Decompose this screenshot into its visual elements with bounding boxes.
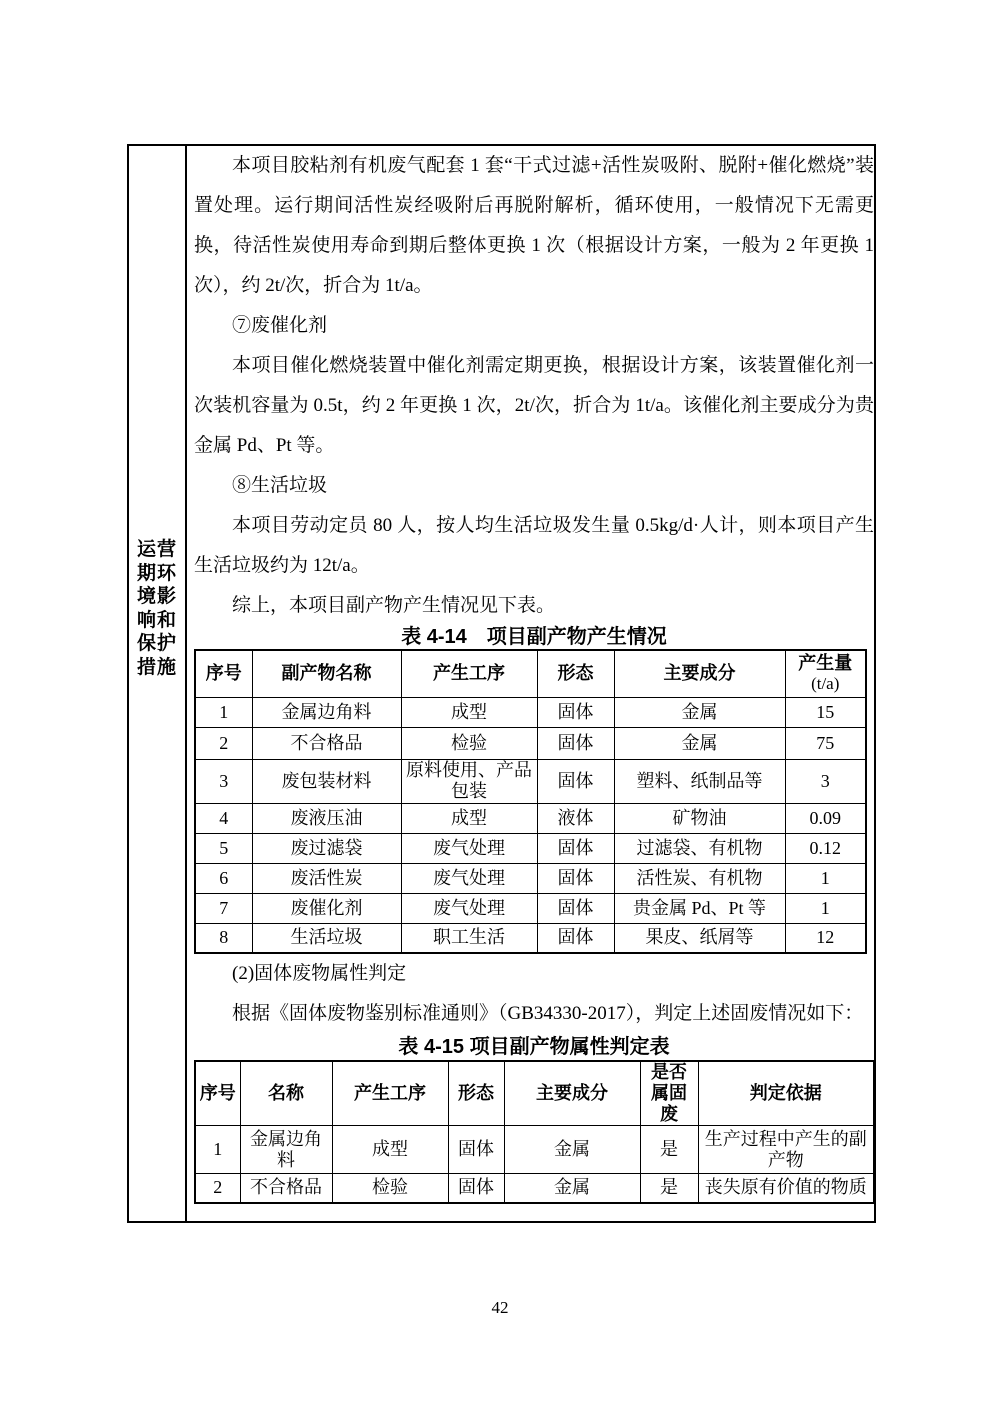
body-paragraph: (2)固体废物属性判定 — [232, 963, 407, 984]
table-cell: 固体 — [537, 833, 614, 863]
table-cell: 金属 — [614, 727, 785, 759]
table-cell: 金属边角料 — [252, 697, 401, 727]
table-cell: 1 — [785, 893, 866, 923]
table-cell: 金属 — [504, 1174, 640, 1203]
column-header-issolid: 是否属固废 — [640, 1061, 698, 1126]
column-header-index: 序号 — [195, 650, 252, 697]
body-paragraph: 本项目劳动定员 80 人，按人均生活垃圾发生量 0.5kg/d·人计，则本项目产生生活垃圾约为 12t/a。 — [194, 515, 874, 576]
table-cell: 丧失原有价值的物质 — [698, 1174, 874, 1203]
table-cell: 固体 — [448, 1174, 504, 1203]
document-page-frame — [127, 144, 876, 1223]
table-cell: 矿物油 — [614, 803, 785, 833]
table-cell: 不合格品 — [240, 1174, 332, 1203]
table-cell: 原料使用、产品包装 — [401, 759, 537, 803]
table-cell: 果皮、纸屑等 — [614, 923, 785, 953]
body-paragraph: 综上，本项目副产物产生情况见下表。 — [232, 595, 556, 616]
table-cell: 2 — [195, 1174, 240, 1203]
table-cell: 废催化剂 — [252, 893, 401, 923]
table-cell: 6 — [195, 863, 252, 893]
table-cell: 贵金属 Pd、Pt 等 — [614, 893, 785, 923]
table-cell: 检验 — [332, 1174, 448, 1203]
column-header-quantity-label: 产生量 — [798, 653, 853, 674]
column-header-name: 名称 — [240, 1061, 332, 1126]
table-cell: 7 — [195, 893, 252, 923]
table-cell: 成型 — [401, 803, 537, 833]
table-cell: 成型 — [401, 697, 537, 727]
table-cell: 5 — [195, 833, 252, 863]
table-cell: 是 — [640, 1174, 698, 1203]
table-cell: 15 — [785, 697, 866, 727]
table-row — [195, 697, 866, 727]
table-cell: 过滤袋、有机物 — [614, 833, 785, 863]
column-header-state: 形态 — [448, 1061, 504, 1126]
table-cell: 3 — [785, 759, 866, 803]
table-cell: 检验 — [401, 727, 537, 759]
table-cell: 固体 — [537, 893, 614, 923]
table-header-row — [195, 1061, 874, 1126]
table-cell: 废液压油 — [252, 803, 401, 833]
table-cell: 固体 — [448, 1126, 504, 1174]
table-cell: 金属 — [614, 697, 785, 727]
table-title-4-15: 表 4-15 项目副产物属性判定表 — [398, 1036, 670, 1058]
table-header-row — [195, 650, 866, 697]
table-cell: 活性炭、有机物 — [614, 863, 785, 893]
page-number: 42 — [491, 1298, 509, 1317]
table-cell: 4 — [195, 803, 252, 833]
section-label: 运营期环境影响和保护措施 — [136, 539, 177, 678]
column-header-index: 序号 — [195, 1061, 240, 1126]
table-row — [195, 759, 866, 803]
table-cell: 废气处理 — [401, 833, 537, 863]
column-header-process: 产生工序 — [401, 650, 537, 697]
table-row — [195, 863, 866, 893]
table-cell: 固体 — [537, 697, 614, 727]
table-cell: 固体 — [537, 863, 614, 893]
table-cell: 1 — [785, 863, 866, 893]
table-cell: 3 — [195, 759, 252, 803]
table-cell: 废过滤袋 — [252, 833, 401, 863]
list-heading-7: ⑦废催化剂 — [232, 315, 328, 336]
table-row — [195, 1126, 874, 1174]
table-cell: 生活垃圾 — [252, 923, 401, 953]
table-cell: 是 — [640, 1126, 698, 1174]
column-header-quantity — [785, 650, 866, 697]
table-cell: 废包装材料 — [252, 759, 401, 803]
table-cell: 不合格品 — [252, 727, 401, 759]
table-cell: 固体 — [537, 759, 614, 803]
table-cell: 废气处理 — [401, 893, 537, 923]
column-header-quantity-unit: (t/a) — [811, 674, 840, 694]
table-cell: 塑料、纸制品等 — [614, 759, 785, 803]
body-paragraph: 根据《固体废物鉴别标准通则》（GB34330-2017），判定上述固废情况如下： — [232, 1003, 864, 1024]
byproducts-table — [194, 649, 867, 954]
table-row — [195, 1174, 874, 1203]
column-header-makeup: 主要成分 — [504, 1061, 640, 1126]
table-cell: 职工生活 — [401, 923, 537, 953]
table-cell: 废气处理 — [401, 863, 537, 893]
content-cell — [187, 146, 874, 1221]
table-cell: 生产过程中产生的副产物 — [698, 1126, 874, 1174]
column-header-state: 形态 — [537, 650, 614, 697]
table-cell: 75 — [785, 727, 866, 759]
body-paragraph: 本项目催化燃烧装置中催化剂需定期更换，根据设计方案，该装置催化剂一次装机容量为 0.5t，约 2 年更换 1 次，2t/次，折合为 1t/a。该催化剂主要成分为贵金属 Pd、Pt 等。 — [194, 355, 874, 456]
table-cell: 0.12 — [785, 833, 866, 863]
table-title-4-14: 表 4-14 项目副产物产生情况 — [401, 626, 667, 648]
table-row — [195, 803, 866, 833]
table-cell: 2 — [195, 727, 252, 759]
table-cell: 液体 — [537, 803, 614, 833]
table-cell: 固体 — [537, 727, 614, 759]
column-header-makeup: 主要成分 — [614, 650, 785, 697]
table-cell: 0.09 — [785, 803, 866, 833]
body-paragraph: 本项目胶粘剂有机废气配套 1 套“干式过滤+活性炭吸附、脱附+催化燃烧”装置处理。运行期间活性炭经吸附后再脱附解析，循环使用，一般情况下无需更换，待活性炭使用寿命到期后整体更换 1 次（根据设计方案，一般为 2 年更换 1 次），约 2t/次，折合为 1t/a。 — [194, 155, 874, 296]
table-cell: 废活性炭 — [252, 863, 401, 893]
column-header-basis: 判定依据 — [698, 1061, 874, 1126]
table-cell: 8 — [195, 923, 252, 953]
column-header-process: 产生工序 — [332, 1061, 448, 1126]
table-row — [195, 833, 866, 863]
classification-table — [194, 1060, 874, 1204]
table-cell: 成型 — [332, 1126, 448, 1174]
table-row — [195, 923, 866, 953]
table-cell: 金属 — [504, 1126, 640, 1174]
column-header-name: 副产物名称 — [252, 650, 401, 697]
table-row — [195, 893, 866, 923]
table-cell: 12 — [785, 923, 866, 953]
table-cell: 1 — [195, 1126, 240, 1174]
list-heading-8: ⑧生活垃圾 — [232, 475, 328, 496]
section-label-cell — [129, 146, 187, 1221]
table-cell: 金属边角料 — [240, 1126, 332, 1174]
table-cell: 固体 — [537, 923, 614, 953]
table-row — [195, 727, 866, 759]
table-cell: 1 — [195, 697, 252, 727]
